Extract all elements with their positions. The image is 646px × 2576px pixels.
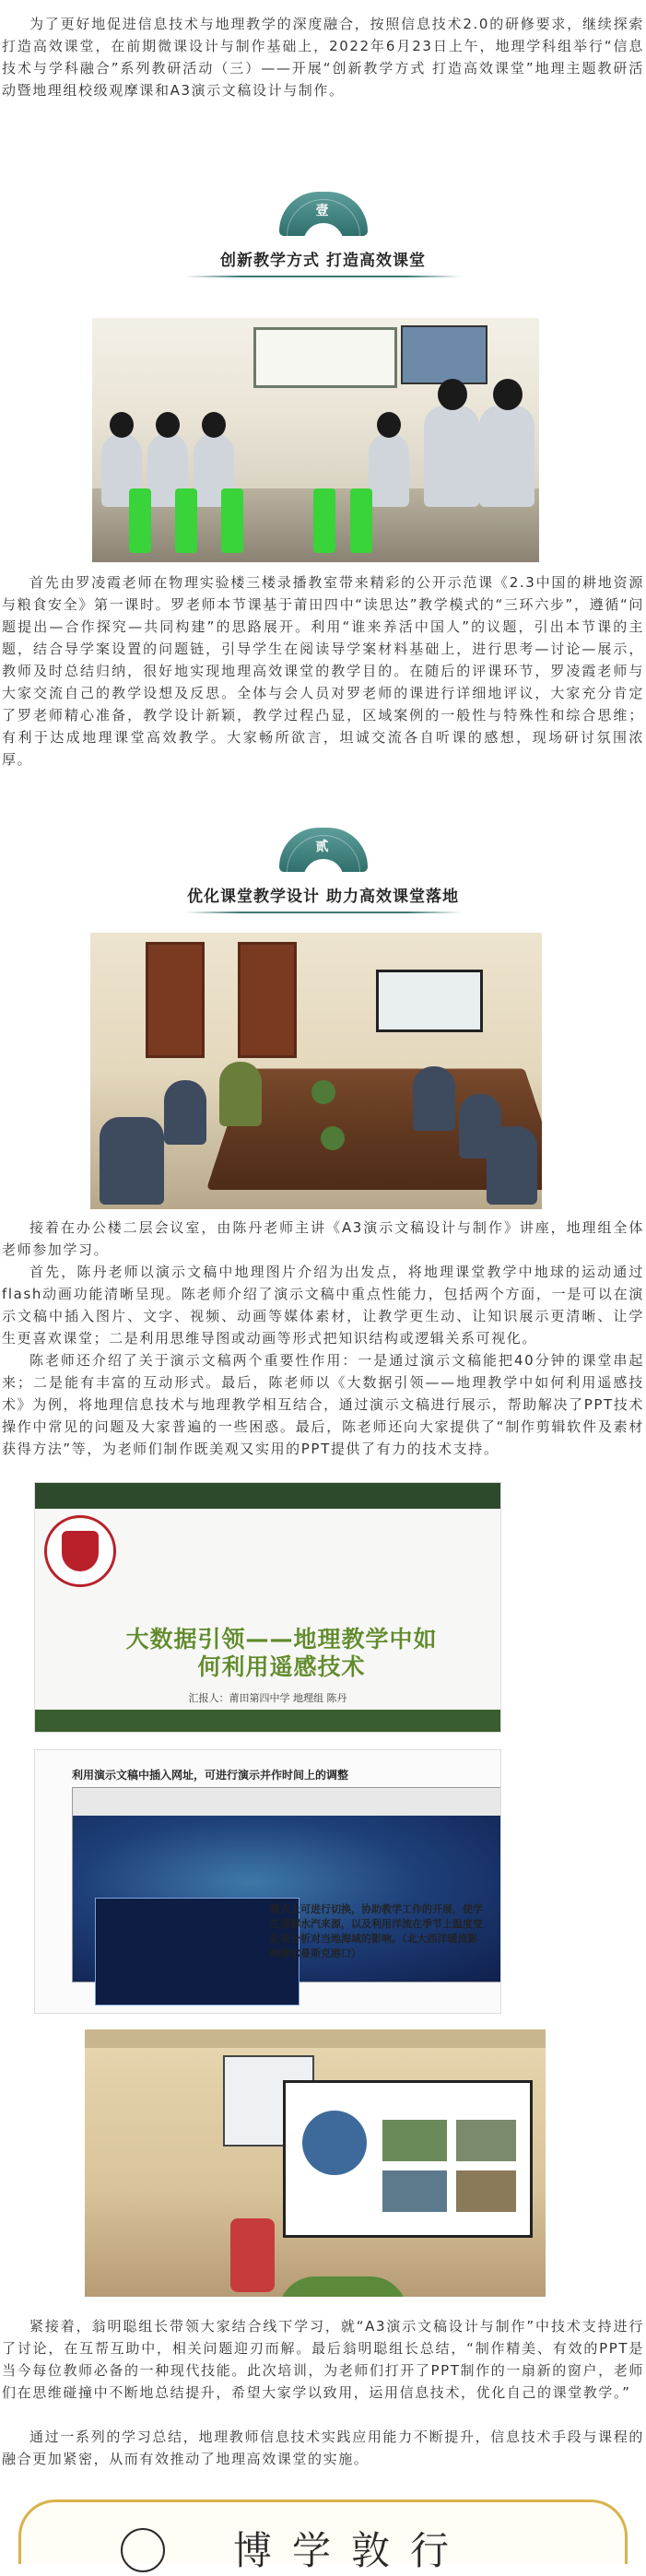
school-logo-icon (44, 1515, 116, 1587)
presentation-photo (85, 2029, 546, 2297)
slide-title-image (34, 1482, 501, 1733)
title-underline (185, 276, 462, 277)
wooden-door (146, 942, 205, 1058)
chair (175, 488, 197, 553)
student-head (202, 412, 226, 438)
slide-browser-image (34, 1749, 501, 2014)
badge-number: 壹 (315, 204, 331, 218)
map-thumbnail (456, 2170, 516, 2212)
chair (313, 488, 335, 553)
table-plant (311, 1080, 335, 1104)
title-underline (185, 912, 462, 913)
student (424, 406, 479, 507)
student (369, 433, 409, 507)
presenter (230, 2218, 275, 2292)
calligraphy-banner (18, 2500, 628, 2573)
chair (221, 488, 243, 553)
map-thumbnail (382, 2120, 447, 2161)
intro-paragraph: 为了更好地促进信息技术与地理教学的深度融合，按照信息技术2.0的研修要求，继续探索打造高效课堂，在前期微课设计与制作基础上，2022年6月23日上午，地理学科组举行“信息技术与学科融合”系列教研活动（三）——开展“创新教学方式 打造高效课堂”地理主题教研活动暨地理组校级观摩课和A3演示文稿设计与制作。 (2, 16, 644, 99)
projector-screen (401, 325, 487, 384)
slide-note: 模式上可进行切换，协助教学工作的开展，使学生理解水汽来源，以及利用洋流在季节上温度变化来分析对当地海域的影响。（北大西洋暖流影响摩尔曼斯克港口） (270, 1903, 483, 1959)
badge-number: 贰 (315, 840, 331, 854)
section-title-2 (0, 883, 646, 913)
section-title-text: 创新教学方式 打造高效课堂 (220, 252, 426, 270)
map-thumbnail (456, 2120, 516, 2161)
slide-top-bar (35, 1483, 500, 1509)
student (479, 406, 534, 507)
section2-paragraph-1: 接着在办公楼二层会议室，由陈丹老师主讲《A3演示文稿设计与制作》讲座，地理组全体老师参加学习。 (2, 1219, 644, 1258)
main-screen (283, 2080, 533, 2238)
participant (164, 1080, 206, 1145)
section-title-text: 优化课堂教学设计 助力高效课堂落地 (187, 888, 459, 906)
school-logo-emblem (62, 1531, 99, 1571)
classroom-photo (92, 318, 539, 562)
school-seal-icon (121, 2528, 165, 2572)
wooden-door (238, 942, 297, 1058)
participant (219, 1062, 262, 1126)
calligraphy-text: 博学敦行 (233, 2528, 470, 2573)
data-panel (95, 1898, 300, 2006)
slide-bottom-bar (35, 1710, 500, 1732)
closing-paragraph-2: 通过一系列的学习总结，地理教师信息技术实践应用能力不断提升，信息技术手段与课程的融合更加紧密，从而有效推动了地理高效课堂的实施。 (2, 2429, 644, 2467)
chair (129, 488, 151, 553)
potted-plant (278, 2276, 407, 2297)
globe-image (302, 2111, 367, 2175)
student-head (438, 379, 467, 410)
slide-title (72, 1626, 491, 1681)
section-badge-1 (279, 192, 368, 240)
section2-paragraph-3: 陈老师还介绍了关于演示文稿两个重要性作用：一是通过演示文稿能把40分钟的课堂串起来；二是能有丰富的互动形式。最后，陈老师以《大数据引领——地理教学中如何利用遥感技术》为例，将地理信息技术与地理教学相互结合，通过演示文稿进行展示，帮助解决了PPT技术操作中常见的问题及大家普遍的一些困惑。最后，陈老师还向大家提供了“制作剪辑软件及素材获得方法”等，为老师们制作既美观又实用的PPT提供了有力的技术支持。 (2, 1352, 644, 1457)
blackboard (253, 327, 397, 388)
section2-paragraph-2: 首先，陈丹老师以演示文稿中地理图片介绍为出发点，将地理课堂教学中地球的运动通过flash动画功能清晰呈现。陈老师介绍了演示文稿中重点性能力，包括两个方面，一是可以在演示文稿中插入图片、文字、视频、动画等媒体素材，让教学更生动、让知识展示更清晰、让学生更喜欢课堂；二是利用思维导图或动画等形式把知识结构或逻辑关系可视化。 (2, 1264, 644, 1347)
section1-paragraph: 首先由罗凌霞老师在物理实验楼三楼录播教室带来精彩的公开示范课《2.3中国的耕地资源与粮食安全》第一课时。罗老师本节课基于莆田四中“读思达”教学模式的“三环六步”，遵循“问题提出—合作探究—共同构建”的思路展开。利用“谁来养活中国人”的议题，引出本节课的主题，结合导学案设置的问题链，引导学生在阅读导学案材料基础上，进行思考—讨论—展示，教师及时总结归纳，很好地实现地理高效课堂的教学目的。在随后的评课环节，罗凌霞老师与大家交流自己的教学设想及反思。全体与会人员对罗老师的课进行详细地评议，大家充分肯定了罗老师精心准备，教学设计新颖，教学过程凸显，区域案例的一般性与特殊性和综合思维；有利于达成地理课堂高效教学。大家畅所欲言，坦诚交流各自听课的感想，现场研讨氛围浓厚。 (2, 574, 644, 768)
student-head (377, 412, 401, 438)
student-head (156, 412, 180, 438)
slide-caption: 利用演示文稿中插入网址，可进行演示并作时间上的调整 (72, 1769, 349, 1782)
closing-paragraph-1: 紧接着，翁明聪组长带领大家结合线下学习，就“A3演示文稿设计与制作”中技术支持进行了讨论，在互帮互助中，相关问题迎刃而解。最后翁明聪组长总结，“制作精美、有效的PPT是当今每位教师必备的一种现代技能。此次培训，为老师们打开了PPT制作的一扇新的窗户，老师们在思维碰撞中不断地总结提升，希望大家学以致用，运用信息技术，优化自己的课堂教学。” (2, 2318, 644, 2401)
section-badge-2 (279, 828, 368, 876)
projector-screen (376, 970, 483, 1032)
student-head (493, 379, 523, 410)
table-plant (321, 1126, 345, 1150)
map-thumbnail (382, 2170, 447, 2212)
student-head (110, 412, 134, 438)
meeting-photo (90, 933, 542, 1209)
slide-title-line-1: 大数据引领——地理教学中如 (125, 1626, 438, 1653)
chair (350, 488, 372, 553)
section-title-1 (0, 247, 646, 277)
slide-subtitle: 汇报人：莆田第四中学 地理组 陈丹 (188, 1692, 347, 1704)
participant (487, 1126, 537, 1205)
slide-title-line-2: 何利用遥感技术 (197, 1653, 366, 1680)
wall-top (85, 2029, 546, 2048)
participant (413, 1066, 455, 1131)
browser-toolbar (73, 1788, 501, 1816)
participant (100, 1117, 164, 1205)
